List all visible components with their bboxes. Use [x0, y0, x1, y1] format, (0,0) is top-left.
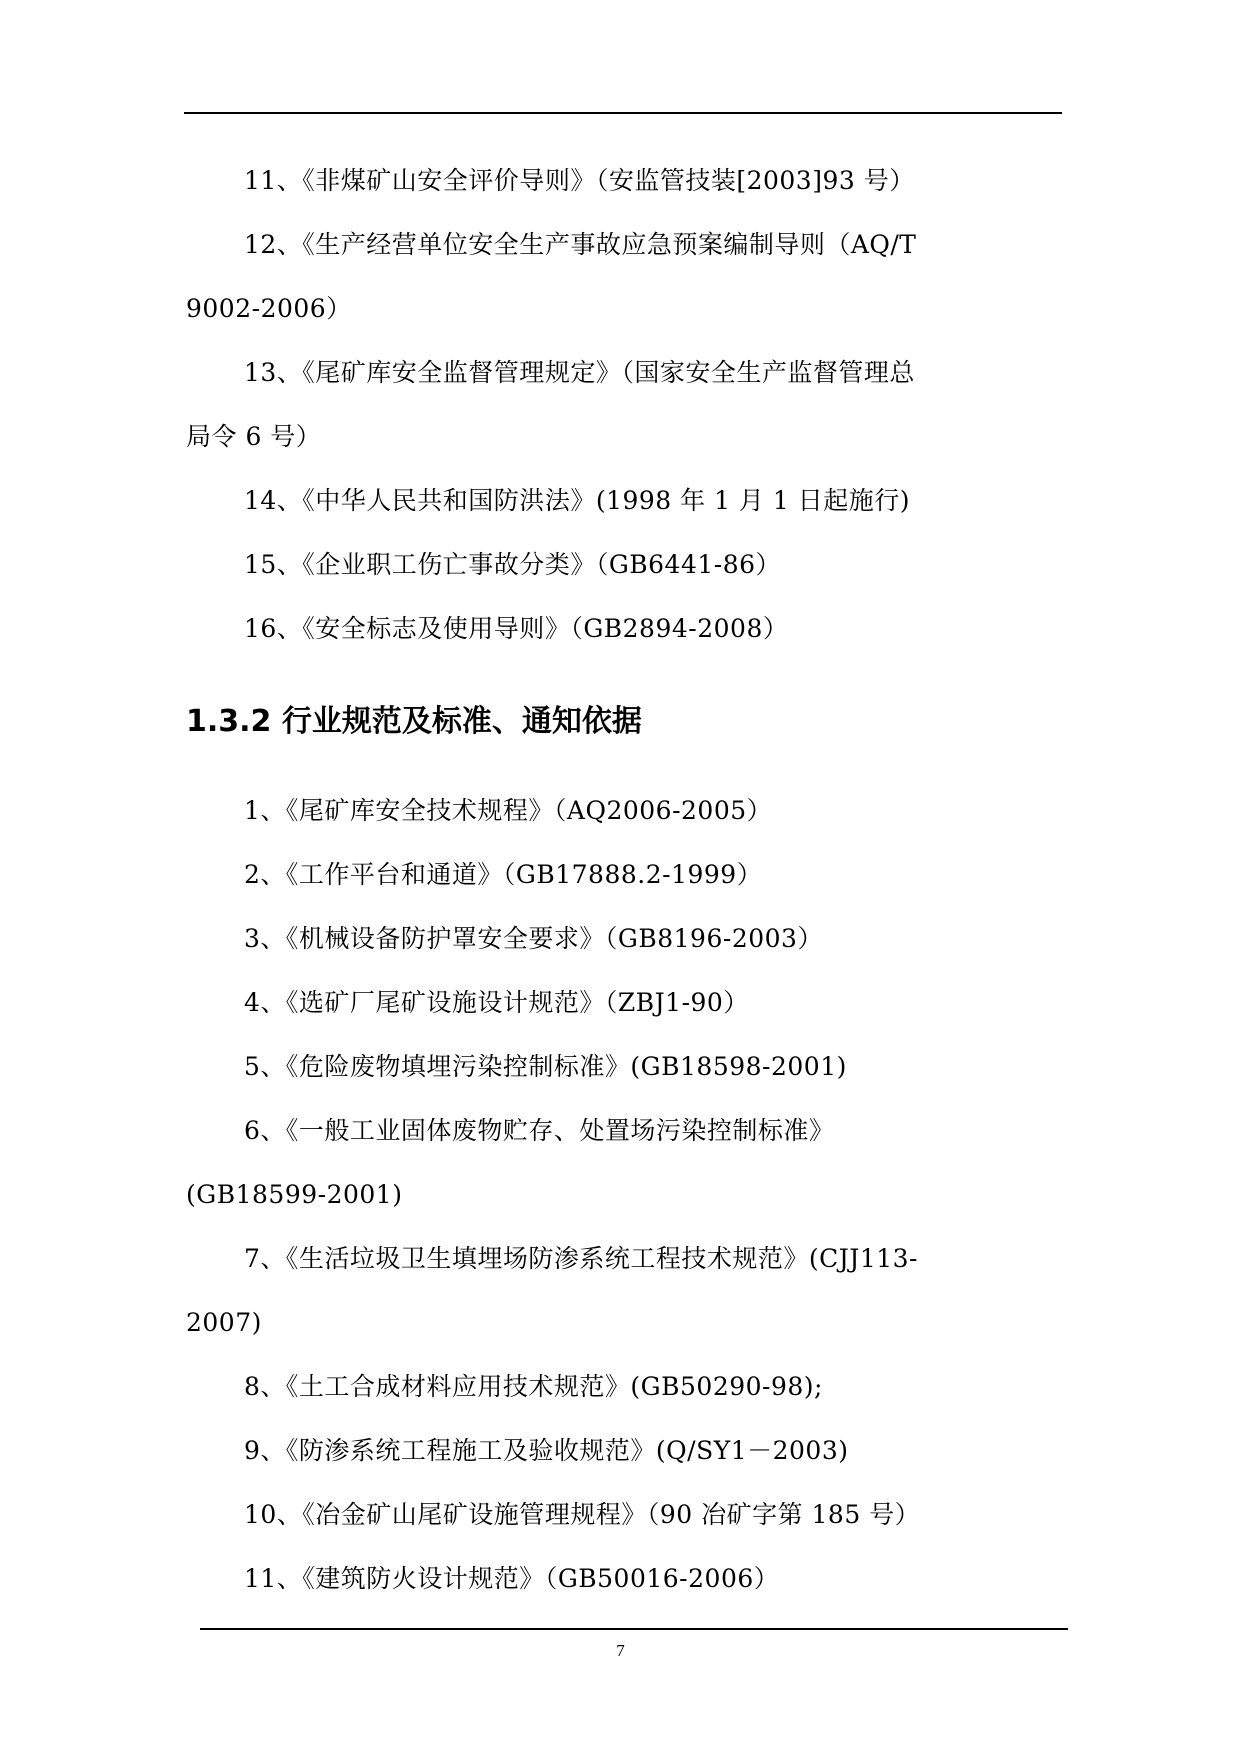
list-item: 14、《中华人民共和国防洪法》(1998 年 1 月 1 日起施行)	[244, 486, 910, 515]
list-item-continuation: 局令 6 号）	[186, 422, 322, 451]
list-item: 8、《土工合成材料应用技术规范》(GB50290-98);	[244, 1372, 823, 1401]
list-item: 6、《一般工业固体废物贮存、处置场污染控制标准》	[244, 1116, 835, 1145]
list-item: 12、《生产经营单位安全生产事故应急预案编制导则（AQ/T	[244, 230, 917, 259]
list-item-continuation: (GB18599-2001)	[186, 1180, 403, 1209]
list-item: 4、《选矿厂尾矿设施设计规范》（ZBJ1-90）	[244, 988, 749, 1017]
header-rule	[184, 112, 1062, 114]
list-item: 10、《冶金矿山尾矿设施管理规程》（90 冶矿字第 185 号）	[244, 1500, 921, 1529]
page-number: 7	[616, 1641, 625, 1660]
list-item-continuation: 9002-2006）	[186, 294, 352, 323]
list-item: 7、《生活垃圾卫生填埋场防渗系统工程技术规范》(CJJ113-	[244, 1244, 918, 1273]
list-item: 5、《危险废物填埋污染控制标准》(GB18598-2001)	[244, 1052, 847, 1081]
footer-rule	[200, 1628, 1068, 1630]
list-item: 16、《安全标志及使用导则》（GB2894-2008）	[244, 614, 789, 643]
section-heading: 1.3.2 行业规范及标准、通知依据	[186, 704, 642, 739]
list-item: 11、《建筑防火设计规范》（GB50016-2006）	[244, 1564, 780, 1593]
list-item: 11、《非煤矿山安全评价导则》（安监管技装[2003]93 号）	[244, 166, 915, 195]
list-item: 9、《防渗系统工程施工及验收规范》(Q/SY1－2003)	[244, 1436, 849, 1465]
list-item: 3、《机械设备防护罩安全要求》（GB8196-2003）	[244, 924, 823, 953]
list-item: 13、《尾矿库安全监督管理规定》（国家安全生产监督管理总	[244, 358, 915, 387]
list-item-continuation: 2007)	[186, 1308, 262, 1337]
list-item: 15、《企业职工伤亡事故分类》（GB6441-86）	[244, 550, 782, 579]
list-item: 1、《尾矿库安全技术规程》（AQ2006-2005）	[244, 796, 773, 825]
list-item: 2、《工作平台和通道》（GB17888.2-1999）	[244, 860, 763, 889]
